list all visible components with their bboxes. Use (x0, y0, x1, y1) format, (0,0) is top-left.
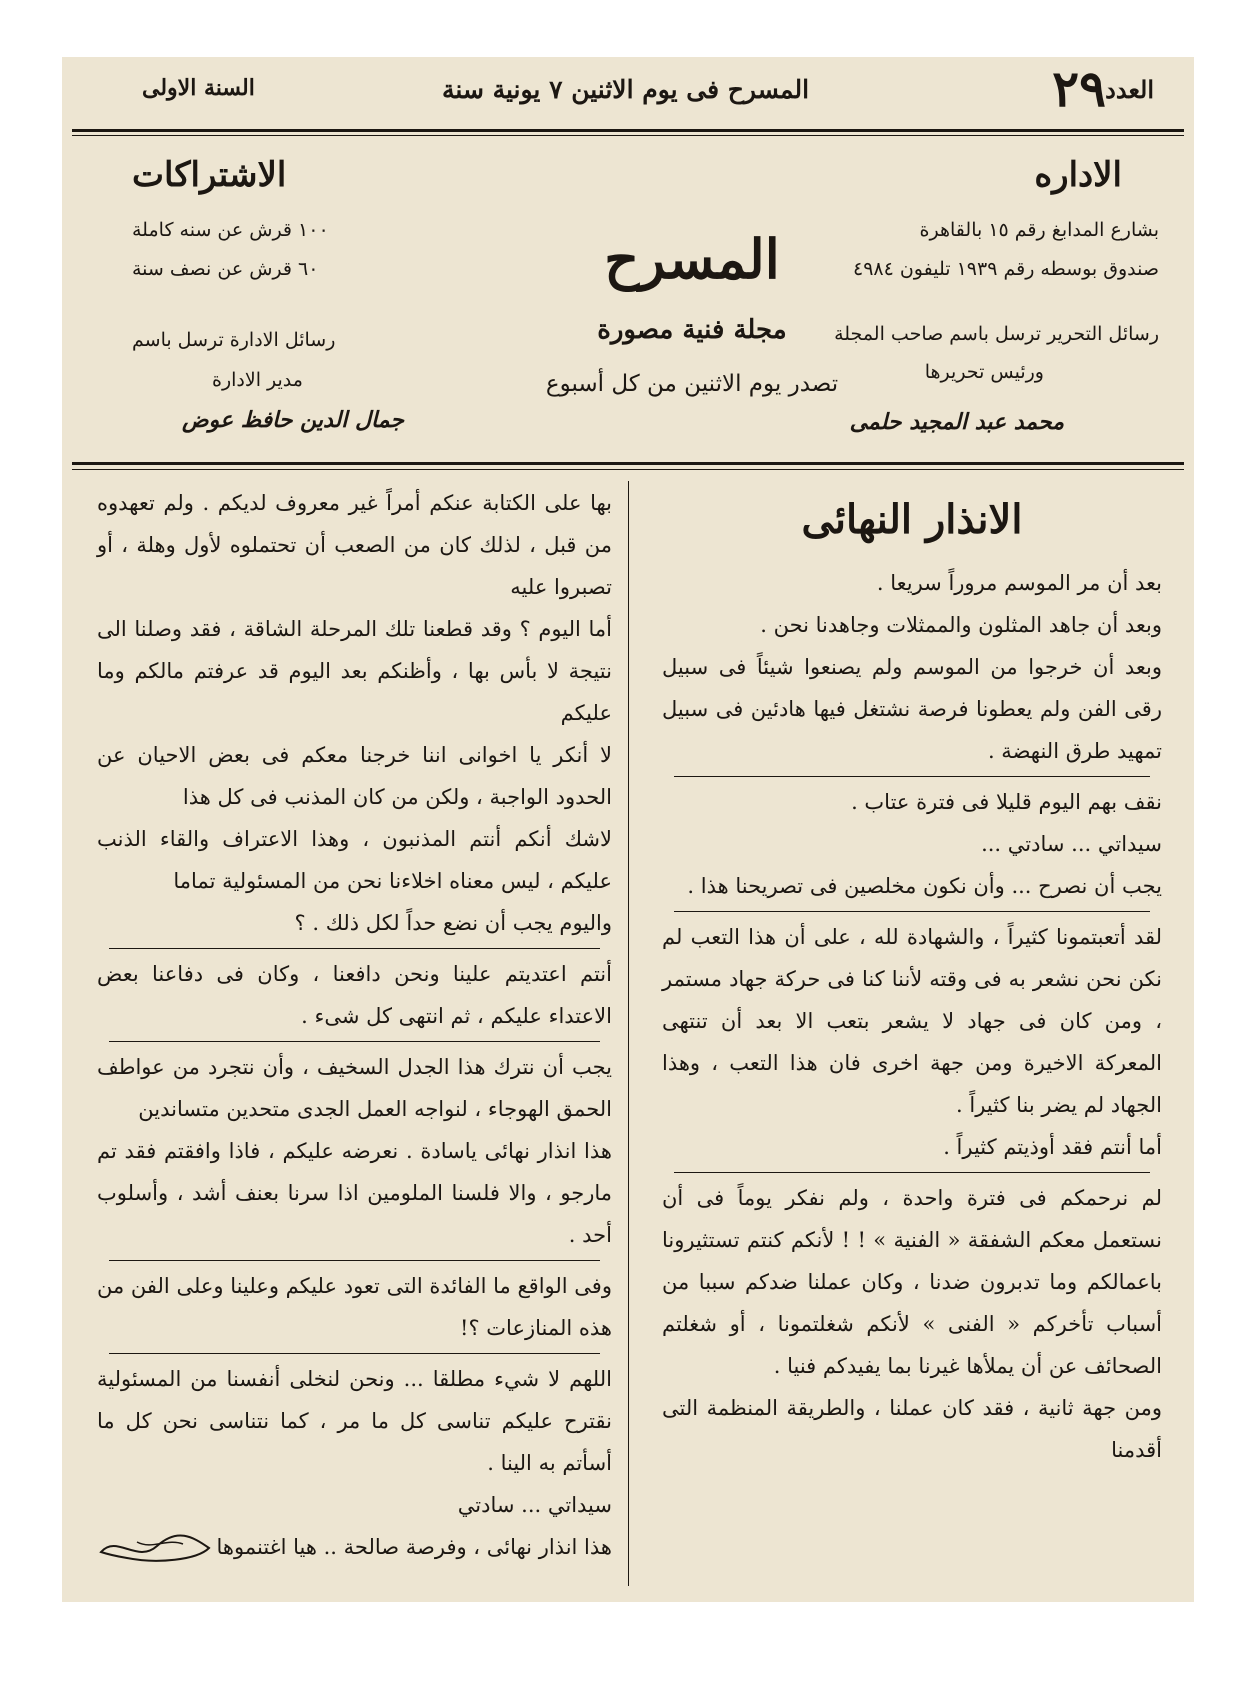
paragraph: أما اليوم ؟ وقد قطعنا تلك المرحلة الشاقة ، فقد وصلنا الى نتيجة لا بأس بها ، وأظنكم بعد اليوم قد عرفتم مالكم وما عليكم (97, 617, 612, 725)
paragraph: هذا انذار نهائى ياسادة . نعرضه عليكم ، فاذا وافقتم فقد تم مارجو ، والا فلسنا الملومين اذا سرنا بعنف أشد ، وأسلوب أحد . (97, 1139, 612, 1247)
masthead-rule-thick (72, 462, 1184, 465)
paragraph: وبعد أن خرجوا من الموسم ولم يصنعوا شيئاً فى سبيل رقى الفن ولم يعطونا فرصة نشتغل فيها هادئين فى سبيل تمهيد طرق النهضة . (662, 655, 1162, 763)
paragraph-divider (674, 776, 1150, 777)
paragraph: يجب أن نصرح ... وأن نكون مخلصين فى تصريحنا هذا . (687, 874, 1162, 898)
masthead-subtitle: مجلة فنية مصورة (597, 315, 787, 345)
paragraph-divider (674, 1172, 1150, 1173)
closing-row (97, 1526, 612, 1570)
paragraph: سيداتي ... سادتي (457, 1493, 612, 1517)
manager-signature: جمال الدين حافظ عوض (182, 407, 405, 433)
paragraph: ومن جهة ثانية ، فقد كان عملنا ، والطريقة المنظمة التى أقدمنا (662, 1396, 1162, 1462)
publication-frequency: تصدر يوم الاثنين من كل أسبوع (545, 371, 839, 397)
administration-phone: صندوق بوسطه رقم ١٩٣٩ تليفون ٤٩٨٤ (852, 258, 1159, 280)
paragraph: لم نرحمكم فى فترة واحدة ، ولم نفكر يوماً فى أن نستعمل معكم الشفقة « الفنية » ! ! لأنكم كنتم تستثيرونا باعمالكم وما تدبرون ضدنا ، وكان عملنا ضدكم سببا من أسباب تأخركم « الفنى » لأنكم شغلتمونا ، أو شغلتم الصحائف عن أن يملأها غيرنا بما يفيدكم فنيا . (662, 1186, 1162, 1378)
year-label: السنة الاولى (142, 75, 255, 101)
newspaper-page (62, 57, 1194, 1602)
paragraph: نقف بهم اليوم قليلا فى فترة عتاب . (851, 790, 1162, 814)
date-line: المسرح فى يوم الاثنين ٧ يونية سنة (442, 75, 810, 104)
paragraph: لاشك أنكم أنتم المذنبون ، وهذا الاعتراف والقاء الذنب عليكم ، ليس معناه اخلاءنا نحن من المسئولية تماما (97, 827, 612, 893)
administration-address: بشارع المدابغ رقم ١٥ بالقاهرة (919, 219, 1159, 241)
paragraph: بعد أن مر الموسم مروراً سريعا . (876, 571, 1162, 595)
column-divider (628, 481, 629, 1586)
paragraph: بها على الكتابة عنكم أمراً غير معروف لديكم . ولم تعهدوه من قبل ، لذلك كان من الصعب أن تحتملوه لأول وهلة ، أو تصبروا عليه (97, 491, 612, 599)
paragraph: واليوم يجب أن نضع حداً لكل ذلك . ؟ (294, 911, 612, 935)
article-left-column (97, 482, 612, 1570)
subscription-half-year: ٦٠ قرش عن نصف سنة (132, 258, 319, 280)
issue-number: ٢٩ (1052, 59, 1106, 118)
author-signature-icon (97, 1530, 217, 1566)
paragraph-divider (109, 948, 600, 949)
paragraph: سيداتي ... سادتي ... (981, 832, 1162, 856)
editorial-note: رسائل التحرير ترسل باسم صاحب المجلة (834, 323, 1159, 345)
paragraph: أنتم اعتديتم علينا ونحن دافعنا ، وكان فى دفاعنا بعض الاعتداء عليكم ، ثم انتهى كل شىء . (97, 962, 612, 1028)
paragraph: لقد أتعبتمونا كثيراً ، والشهادة لله ، على أن هذا التعب لم نكن نحن نشعر به فى وقته لأننا كنا فى حركة جهاد مستمر ، ومن كان فى جهاد لا يشعر بتعب الا بعد أن تنتهى المعركة الاخيرة ومن جهة اخرى فان هذا التعب ، وهذا الجهاد لم يضر بنا كثيراً . (662, 925, 1162, 1117)
admin-note: رسائل الادارة ترسل باسم (132, 329, 336, 351)
paragraph: اللهم لا شيء مطلقا ... ونحن لنخلى أنفسنا من المسئولية نقترح عليكم تناسى كل ما مر ، كما نتناسى نحن كل ما أسأتم به الينا . (97, 1367, 612, 1475)
masthead-title: المسرح (604, 227, 780, 291)
subscription-annual: ١٠٠ قرش عن سنه كاملة (132, 219, 329, 241)
paragraph-divider (674, 911, 1150, 912)
paragraph-divider (109, 1353, 600, 1354)
issue-label: العدد (1105, 75, 1154, 104)
header-rule-thick (72, 129, 1184, 132)
paragraph: أما أنتم فقد أوذيتم كثيراً . (943, 1135, 1162, 1159)
paragraph-divider (109, 1041, 600, 1042)
subscriptions-title: الاشتراكات (132, 155, 287, 195)
editor-role: ورئيس تحريرها (924, 361, 1044, 383)
closing-line: هذا انذار نهائى ، وفرصة صالحة .. هيا اغتنموها (216, 1535, 612, 1559)
paragraph: لا أنكر يا اخوانى اننا خرجنا معكم فى بعض الاحيان عن الحدود الواجبة ، ولكن من كان المذنب فى كل هذا (97, 743, 612, 809)
administration-title: الاداره (1034, 155, 1122, 195)
paragraph: وبعد أن جاهد المثلون والممثلات وجاهدنا نحن . (760, 613, 1162, 637)
paragraph-divider (109, 1260, 600, 1261)
article-title: الانذار النهائى (801, 496, 1023, 543)
manager-role: مدير الادارة (212, 369, 303, 391)
paragraph: وفى الواقع ما الفائدة التى تعود عليكم وعلينا وعلى الفن من هذه المنازعات ؟! (97, 1274, 612, 1340)
header-rule-thin (72, 135, 1184, 136)
paragraph: يجب أن نترك هذا الجدل السخيف ، وأن نتجرد من عواطف الحمق الهوجاء ، لنواجه العمل الجدى متحدين متساندين (97, 1055, 612, 1121)
article-right-column (662, 482, 1162, 1471)
masthead-rule-thin (72, 469, 1184, 470)
editor-signature: محمد عبد المجيد حلمى (849, 409, 1064, 435)
